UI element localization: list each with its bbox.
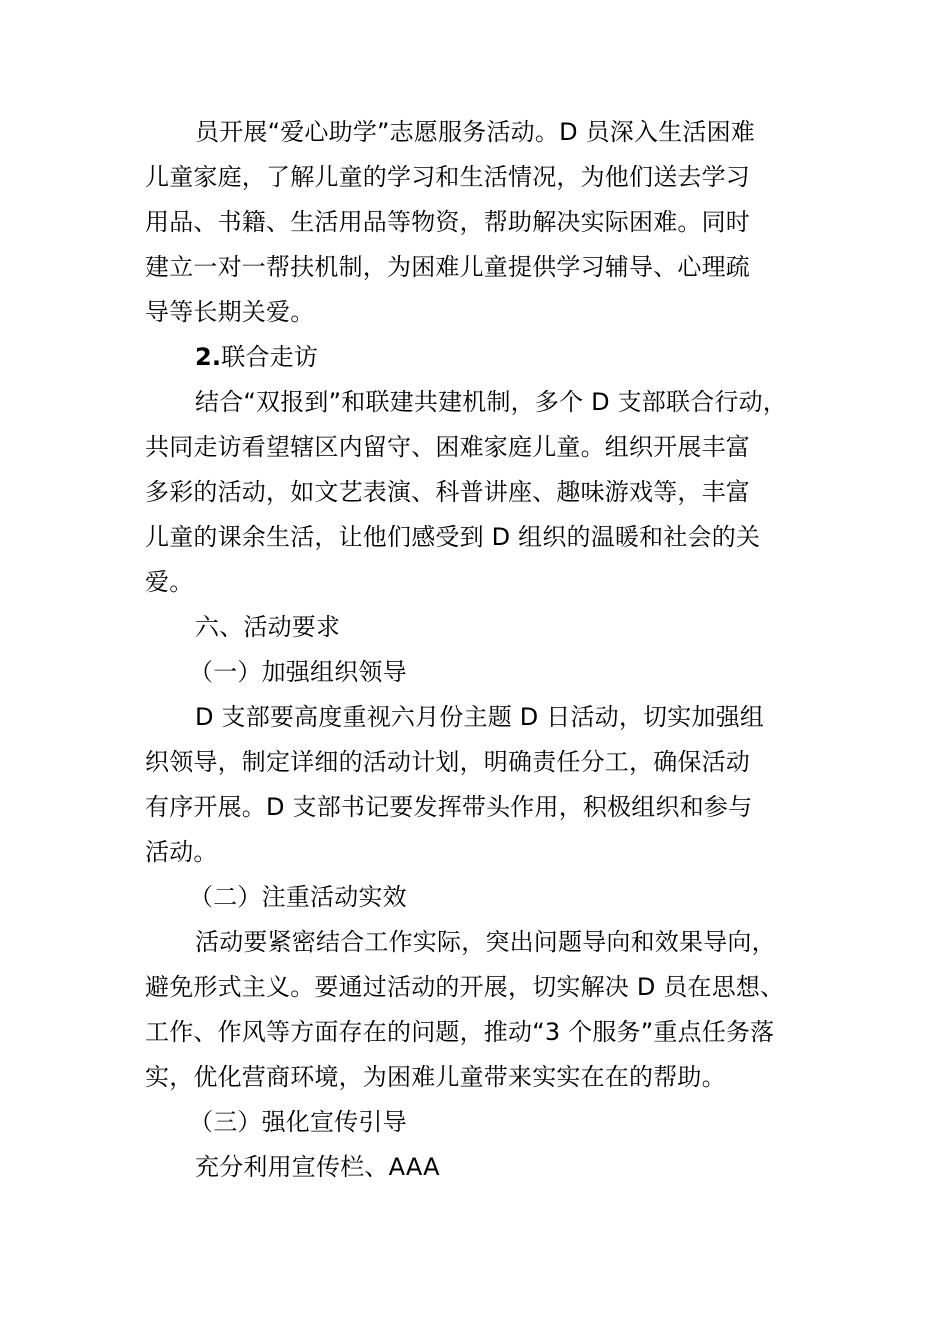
text-line: 活动。: [145, 838, 218, 866]
text-line: 实，优化营商环境，为困难儿童带来实实在在的帮助。: [145, 1063, 726, 1091]
text-line: 充分利用宣传栏、AAA: [195, 1153, 440, 1181]
text-line: 有序开展。D 支部书记要发挥带头作用，积极组织和参与: [145, 793, 753, 821]
paragraph-aixin-zhuxue: [145, 110, 845, 335]
subsection-heading-effectiveness: （二）注重活动实效: [189, 883, 407, 911]
text-line: 织领导，制定详细的活动计划，明确责任分工，确保活动: [145, 748, 750, 776]
text-line: 爱。: [145, 568, 194, 596]
text-line: 避免形式主义。要通过活动的开展，切实解决 D 员在思想、: [145, 973, 785, 1001]
subheading-joint-visit: [145, 335, 845, 380]
text-line: 建立一对一帮扶机制，为困难儿童提供学习辅导、心理疏: [145, 253, 750, 281]
text-line: 用品、书籍、生活用品等物资，帮助解决实际困难。同时: [145, 208, 750, 236]
subheading-number: 2.: [195, 343, 222, 371]
subsection-heading-organization: （一）加强组织领导: [189, 658, 407, 686]
text-line: 员开展“爱心助学”志愿服务活动。D 员深入生活困难: [195, 118, 755, 146]
document-page: [145, 110, 845, 1190]
text-line: 多彩的活动，如文艺表演、科普讲座、趣味游戏等，丰富: [145, 478, 750, 506]
text-line: 工作、作风等方面存在的问题，推动“3 个服务”重点任务落: [145, 1018, 775, 1046]
paragraph-joint-visit: [145, 380, 845, 605]
subsection-heading-publicity: （三）强化宣传引导: [189, 1108, 407, 1136]
paragraph-publicity: [145, 1145, 845, 1190]
text-line: D 支部要高度重视六月份主题 D 日活动，切实加强组: [195, 703, 765, 731]
text-line: 导等长期关爱。: [145, 298, 315, 326]
text-line: 结合“双报到”和联建共建机制，多个 D 支部联合行动，: [195, 388, 788, 416]
subheading-title: 联合走访: [221, 343, 319, 371]
text-line: 儿童家庭，了解儿童的学习和生活情况，为他们送去学习: [145, 163, 750, 191]
text-line: 活动要紧密结合工作实际，突出问题导向和效果导向，: [195, 928, 776, 956]
section-heading-activity-requirements: 六、活动要求: [195, 613, 341, 641]
paragraph-organization: [145, 695, 845, 875]
paragraph-effectiveness: [145, 920, 845, 1100]
text-line: 儿童的课余生活，让他们感受到 D 组织的温暖和社会的关: [145, 523, 761, 551]
text-line: 共同走访看望辖区内留守、困难家庭儿童。组织开展丰富: [145, 433, 750, 461]
